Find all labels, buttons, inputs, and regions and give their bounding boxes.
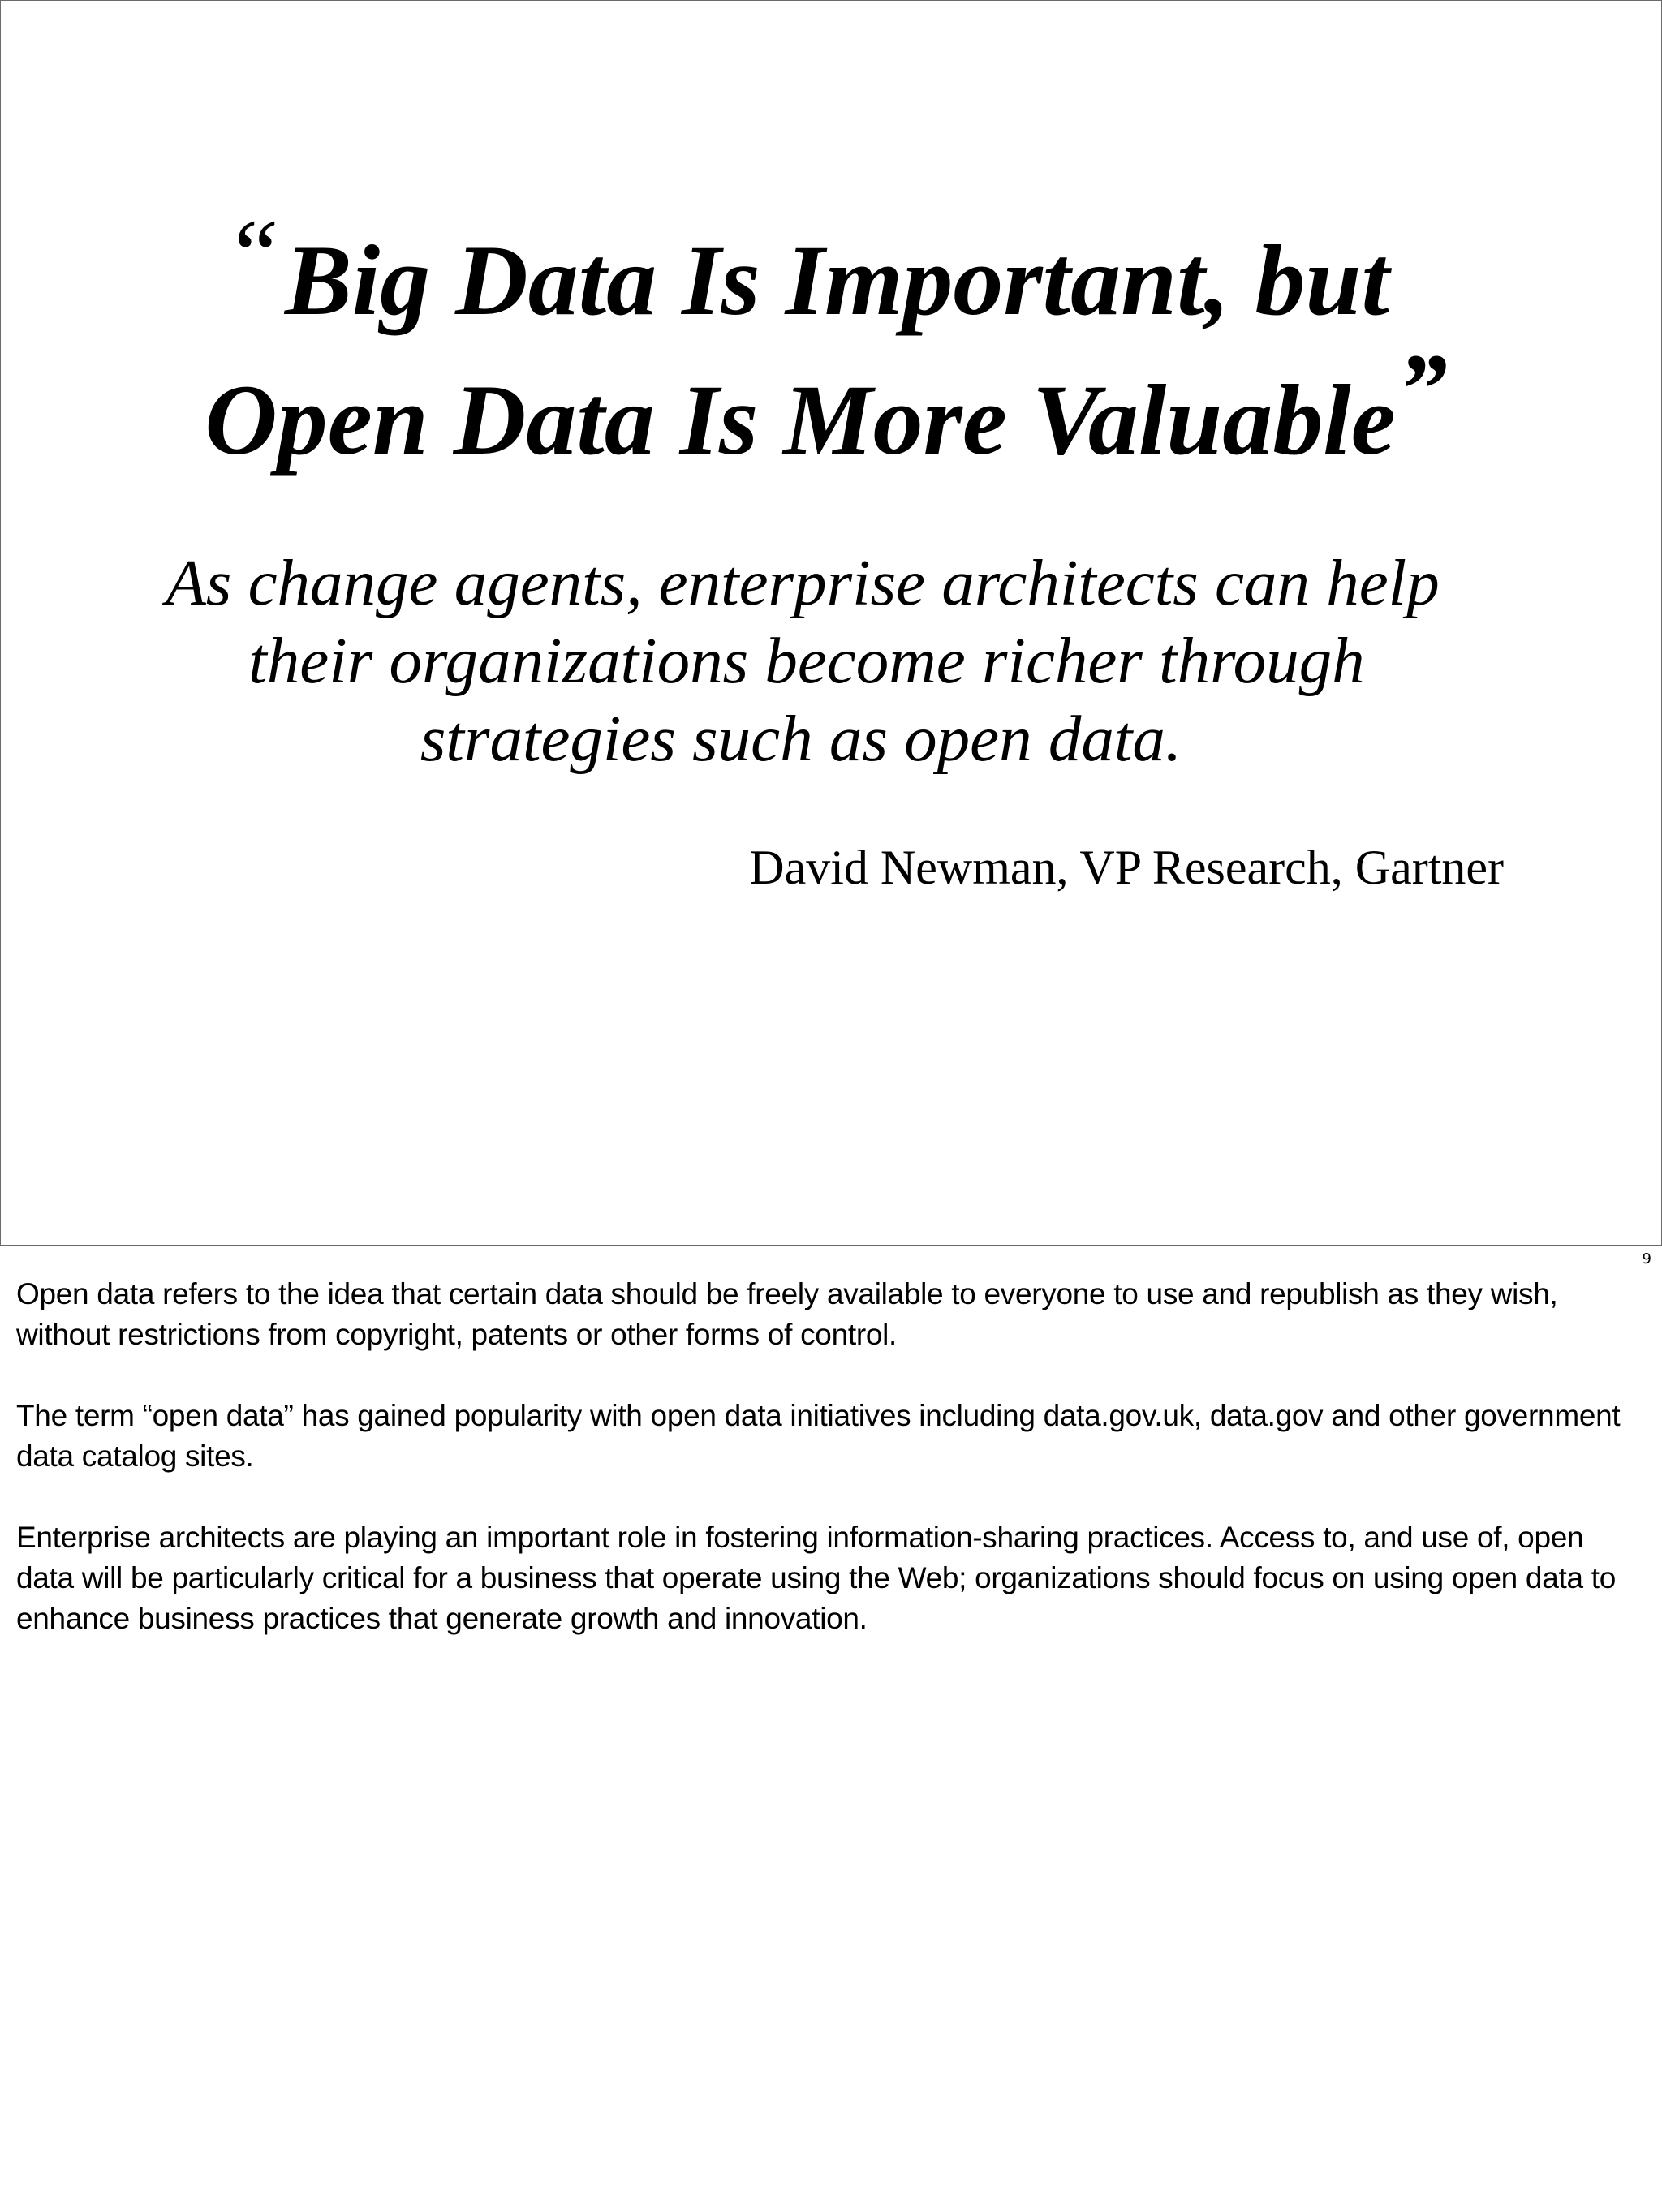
close-quote-mark: ” [1397,334,1448,445]
notes-paragraph-2: The term “open data” has gained popularity with open data initiatives including data.gov.uk, data.gov and other government data catalog sites. [16,1399,1621,1473]
quote-attribution: David Newman, VP Research, Gartner [749,841,1504,894]
slide-subtitle-line-1: As change agents, enterprise architects can help [166,546,1440,619]
slide-title-line-2-text: Open Data Is More Valuable [205,364,1396,476]
slide-title-line-1-text: Big Data Is Important, but [285,225,1389,336]
slide-title-line-2 [0,334,1656,476]
slide-subtitle-line-3: strategies such as open data. [420,702,1182,775]
notes-paragraph-1: Open data refers to the idea that certain data should be freely available to everyone to use and republish as they wish, without restrictions from copyright, patents or other forms of control. [16,1277,1558,1351]
slide-title-line-1 [0,199,1637,336]
notes-paragraph-3: Enterprise architects are playing an important role in fostering information-sharing practices. Access to, and use of, open data will be particularly critical for a business that operate using the Web; organizations should focus on using open data to enhance business practices that generate growth and innovation. [16,1521,1616,1635]
page-number: 9 [1642,1250,1651,1267]
speaker-notes [16,1274,1649,1680]
slide-subtitle-line-2: their organizations become richer through [248,624,1365,697]
open-quote-mark: “ [224,199,281,310]
